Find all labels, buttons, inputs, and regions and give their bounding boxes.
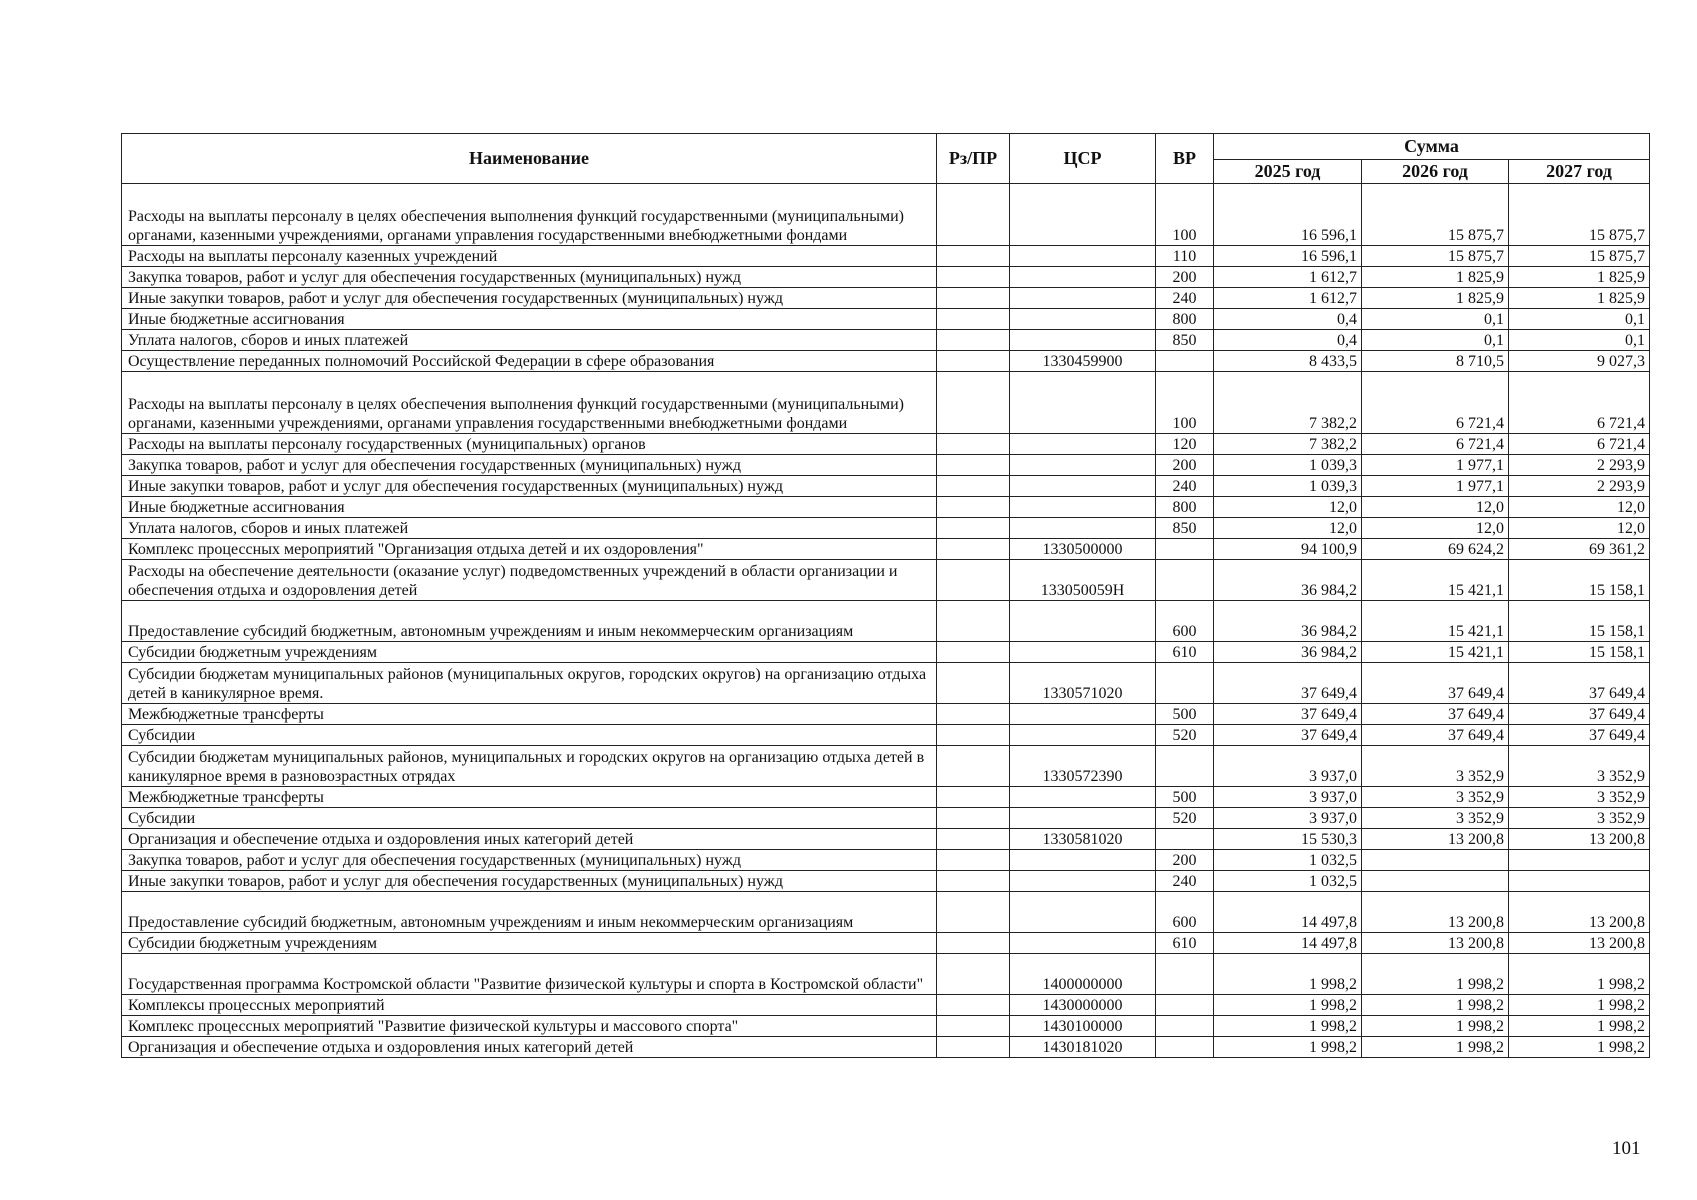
row-name: Расходы на выплаты персоналу государственных (муниципальных) органов	[122, 434, 937, 455]
row-csr	[1010, 704, 1156, 725]
table-row	[122, 246, 1650, 267]
table-row	[122, 518, 1650, 539]
row-value-2027: 15 158,1	[1509, 642, 1650, 663]
row-value-2026: 37 649,4	[1362, 704, 1509, 725]
row-value-2025: 16 596,1	[1214, 184, 1362, 246]
row-rzpr	[937, 434, 1010, 455]
row-value-2026: 0,1	[1362, 330, 1509, 351]
row-value-2026: 1 977,1	[1362, 476, 1509, 497]
page-number: 101	[1612, 1138, 1641, 1159]
row-value-2026: 13 200,8	[1362, 933, 1509, 954]
row-value-2025: 3 937,0	[1214, 787, 1362, 808]
row-value-2025: 1 032,5	[1214, 850, 1362, 871]
header-csr: ЦСР	[1010, 134, 1156, 184]
row-rzpr	[937, 746, 1010, 787]
row-value-2026: 13 200,8	[1362, 892, 1509, 933]
row-csr	[1010, 808, 1156, 829]
row-value-2027: 15 875,7	[1509, 246, 1650, 267]
row-value-2025: 1 032,5	[1214, 871, 1362, 892]
row-csr: 1330459900	[1010, 351, 1156, 372]
row-csr	[1010, 455, 1156, 476]
row-value-2027: 1 825,9	[1509, 267, 1650, 288]
row-rzpr	[937, 892, 1010, 933]
table-row	[122, 829, 1650, 850]
row-value-2027: 1 998,2	[1509, 1016, 1650, 1037]
row-rzpr	[937, 850, 1010, 871]
table-row	[122, 601, 1650, 642]
row-value-2026: 1 998,2	[1362, 1037, 1509, 1058]
row-vr	[1156, 539, 1214, 560]
row-csr: 1430100000	[1010, 1016, 1156, 1037]
row-vr: 240	[1156, 288, 1214, 309]
row-name: Субсидии	[122, 725, 937, 746]
row-rzpr	[937, 954, 1010, 995]
row-value-2026: 1 998,2	[1362, 1016, 1509, 1037]
row-value-2025: 7 382,2	[1214, 434, 1362, 455]
row-name: Организация и обеспечение отдыха и оздоровления иных категорий детей	[122, 829, 937, 850]
row-value-2027: 37 649,4	[1509, 663, 1650, 704]
row-value-2025: 94 100,9	[1214, 539, 1362, 560]
row-value-2026: 12,0	[1362, 518, 1509, 539]
row-rzpr	[937, 184, 1010, 246]
row-value-2026: 8 710,5	[1362, 351, 1509, 372]
row-value-2027: 15 158,1	[1509, 560, 1650, 601]
row-vr	[1156, 560, 1214, 601]
row-value-2027: 2 293,9	[1509, 476, 1650, 497]
row-name: Субсидии бюджетам муниципальных районов, муниципальных и городских округов на организацию отдыха детей в каникулярное время в разновозрастных отрядах	[122, 746, 937, 787]
row-name: Предоставление субсидий бюджетным, автономным учреждениям и иным некоммерческим организациям	[122, 601, 937, 642]
row-value-2025: 1 998,2	[1214, 1037, 1362, 1058]
row-rzpr	[937, 455, 1010, 476]
row-vr: 610	[1156, 933, 1214, 954]
row-value-2026: 69 624,2	[1362, 539, 1509, 560]
row-value-2025: 1 998,2	[1214, 995, 1362, 1016]
row-vr: 120	[1156, 434, 1214, 455]
header-year-2025: 2025 год	[1214, 160, 1362, 184]
row-vr: 100	[1156, 184, 1214, 246]
row-value-2026: 6 721,4	[1362, 372, 1509, 434]
row-value-2025: 1 612,7	[1214, 288, 1362, 309]
header-year-2026: 2026 год	[1362, 160, 1509, 184]
table-body	[122, 184, 1650, 1058]
row-csr	[1010, 288, 1156, 309]
row-rzpr	[937, 330, 1010, 351]
row-value-2026: 3 352,9	[1362, 808, 1509, 829]
row-rzpr	[937, 518, 1010, 539]
row-value-2026: 1 977,1	[1362, 455, 1509, 476]
table-row	[122, 746, 1650, 787]
row-value-2026: 1 998,2	[1362, 954, 1509, 995]
row-value-2027: 1 998,2	[1509, 995, 1650, 1016]
table-row	[122, 787, 1650, 808]
row-value-2026: 37 649,4	[1362, 725, 1509, 746]
row-csr: 1330500000	[1010, 539, 1156, 560]
header-vr: ВР	[1156, 134, 1214, 184]
row-csr	[1010, 725, 1156, 746]
row-value-2026: 3 352,9	[1362, 746, 1509, 787]
row-csr	[1010, 642, 1156, 663]
row-vr: 110	[1156, 246, 1214, 267]
header-sum: Сумма	[1214, 134, 1650, 160]
row-name: Расходы на обеспечение деятельности (оказание услуг) подведомственных учреждений в области организации и обеспечения отдыха и оздоровления детей	[122, 560, 937, 601]
row-name: Иные бюджетные ассигнования	[122, 309, 937, 330]
row-csr	[1010, 787, 1156, 808]
row-vr: 520	[1156, 808, 1214, 829]
table-header	[122, 134, 1650, 184]
row-value-2027: 1 825,9	[1509, 288, 1650, 309]
row-name: Иные закупки товаров, работ и услуг для обеспечения государственных (муниципальных) нужд	[122, 871, 937, 892]
table-row	[122, 1037, 1650, 1058]
row-rzpr	[937, 995, 1010, 1016]
row-value-2025: 36 984,2	[1214, 601, 1362, 642]
row-vr	[1156, 1037, 1214, 1058]
table-row	[122, 539, 1650, 560]
row-name: Уплата налогов, сборов и иных платежей	[122, 330, 937, 351]
table-row	[122, 309, 1650, 330]
header-name: Наименование	[122, 134, 937, 184]
row-value-2027: 13 200,8	[1509, 892, 1650, 933]
row-vr	[1156, 1016, 1214, 1037]
row-vr: 610	[1156, 642, 1214, 663]
row-rzpr	[937, 560, 1010, 601]
row-value-2027	[1509, 850, 1650, 871]
row-name: Закупка товаров, работ и услуг для обеспечения государственных (муниципальных) нужд	[122, 455, 937, 476]
row-rzpr	[937, 787, 1010, 808]
budget-table	[121, 133, 1650, 1058]
header-year-2027: 2027 год	[1509, 160, 1650, 184]
row-value-2026: 37 649,4	[1362, 663, 1509, 704]
row-csr	[1010, 184, 1156, 246]
row-value-2027: 13 200,8	[1509, 933, 1650, 954]
row-value-2027: 12,0	[1509, 518, 1650, 539]
row-csr	[1010, 434, 1156, 455]
row-value-2026: 15 421,1	[1362, 560, 1509, 601]
row-name: Иные бюджетные ассигнования	[122, 497, 937, 518]
row-value-2025: 12,0	[1214, 497, 1362, 518]
row-csr: 1430000000	[1010, 995, 1156, 1016]
table-row	[122, 892, 1650, 933]
row-vr	[1156, 746, 1214, 787]
table-row	[122, 267, 1650, 288]
row-rzpr	[937, 704, 1010, 725]
table-row	[122, 642, 1650, 663]
table-row	[122, 704, 1650, 725]
row-value-2026: 1 825,9	[1362, 267, 1509, 288]
row-vr	[1156, 829, 1214, 850]
row-name: Уплата налогов, сборов и иных платежей	[122, 518, 937, 539]
row-value-2027: 69 361,2	[1509, 539, 1650, 560]
row-csr	[1010, 518, 1156, 539]
row-value-2026	[1362, 871, 1509, 892]
row-name: Субсидии	[122, 808, 937, 829]
row-name: Осуществление переданных полномочий Российской Федерации в сфере образования	[122, 351, 937, 372]
row-csr: 133050059Н	[1010, 560, 1156, 601]
row-name: Межбюджетные трансферты	[122, 704, 937, 725]
row-rzpr	[937, 497, 1010, 518]
row-rzpr	[937, 372, 1010, 434]
table-row	[122, 808, 1650, 829]
row-value-2027: 6 721,4	[1509, 434, 1650, 455]
row-vr: 100	[1156, 372, 1214, 434]
table-row	[122, 351, 1650, 372]
row-value-2025: 8 433,5	[1214, 351, 1362, 372]
row-rzpr	[937, 288, 1010, 309]
table-row	[122, 288, 1650, 309]
row-name: Субсидии бюджетам муниципальных районов (муниципальных округов, городских округов) на организацию отдыха детей в каникулярное время.	[122, 663, 937, 704]
row-vr	[1156, 663, 1214, 704]
row-rzpr	[937, 663, 1010, 704]
row-name: Иные закупки товаров, работ и услуг для обеспечения государственных (муниципальных) нужд	[122, 288, 937, 309]
row-rzpr	[937, 808, 1010, 829]
row-value-2027: 3 352,9	[1509, 746, 1650, 787]
row-value-2026: 15 421,1	[1362, 601, 1509, 642]
row-value-2025: 14 497,8	[1214, 892, 1362, 933]
row-value-2027: 0,1	[1509, 330, 1650, 351]
row-value-2027: 1 998,2	[1509, 954, 1650, 995]
row-vr: 240	[1156, 476, 1214, 497]
row-vr: 240	[1156, 871, 1214, 892]
table-row	[122, 995, 1650, 1016]
row-csr	[1010, 933, 1156, 954]
row-vr	[1156, 995, 1214, 1016]
row-rzpr	[937, 309, 1010, 330]
row-rzpr	[937, 601, 1010, 642]
row-csr	[1010, 309, 1156, 330]
row-vr: 520	[1156, 725, 1214, 746]
row-name: Субсидии бюджетным учреждениям	[122, 933, 937, 954]
row-value-2027: 6 721,4	[1509, 372, 1650, 434]
row-value-2025: 1 998,2	[1214, 1016, 1362, 1037]
row-value-2025: 0,4	[1214, 309, 1362, 330]
row-name: Комплексы процессных мероприятий	[122, 995, 937, 1016]
table-row	[122, 330, 1650, 351]
row-value-2025: 14 497,8	[1214, 933, 1362, 954]
row-vr: 500	[1156, 704, 1214, 725]
row-value-2027: 3 352,9	[1509, 787, 1650, 808]
row-rzpr	[937, 539, 1010, 560]
row-vr: 800	[1156, 309, 1214, 330]
table-row	[122, 434, 1650, 455]
row-name: Субсидии бюджетным учреждениям	[122, 642, 937, 663]
row-value-2027: 37 649,4	[1509, 704, 1650, 725]
row-value-2027: 12,0	[1509, 497, 1650, 518]
row-csr: 1330572390	[1010, 746, 1156, 787]
row-csr	[1010, 267, 1156, 288]
row-value-2025: 3 937,0	[1214, 808, 1362, 829]
row-rzpr	[937, 933, 1010, 954]
row-name: Межбюджетные трансферты	[122, 787, 937, 808]
row-csr	[1010, 601, 1156, 642]
row-value-2025: 37 649,4	[1214, 704, 1362, 725]
row-name: Расходы на выплаты персоналу в целях обеспечения выполнения функций государственными (муниципальными) органами, казенными учреждениями, органами управления государственными внебюджетными фондами	[122, 184, 937, 246]
row-value-2025: 15 530,3	[1214, 829, 1362, 850]
row-csr: 1400000000	[1010, 954, 1156, 995]
row-value-2026: 15 875,7	[1362, 184, 1509, 246]
row-csr: 1430181020	[1010, 1037, 1156, 1058]
row-value-2025: 3 937,0	[1214, 746, 1362, 787]
row-vr: 200	[1156, 267, 1214, 288]
row-value-2027: 15 875,7	[1509, 184, 1650, 246]
row-vr: 850	[1156, 330, 1214, 351]
row-vr: 600	[1156, 601, 1214, 642]
row-vr	[1156, 351, 1214, 372]
row-value-2026: 13 200,8	[1362, 829, 1509, 850]
row-value-2025: 1 612,7	[1214, 267, 1362, 288]
row-value-2027	[1509, 871, 1650, 892]
row-rzpr	[937, 246, 1010, 267]
table-row	[122, 954, 1650, 995]
row-value-2025: 37 649,4	[1214, 725, 1362, 746]
row-rzpr	[937, 476, 1010, 497]
row-vr: 800	[1156, 497, 1214, 518]
row-name: Государственная программа Костромской области "Развитие физической культуры и спорта в Костромской области"	[122, 954, 937, 995]
row-value-2027: 13 200,8	[1509, 829, 1650, 850]
row-value-2027: 3 352,9	[1509, 808, 1650, 829]
row-vr: 600	[1156, 892, 1214, 933]
row-rzpr	[937, 829, 1010, 850]
row-value-2026	[1362, 850, 1509, 871]
row-name: Закупка товаров, работ и услуг для обеспечения государственных (муниципальных) нужд	[122, 267, 937, 288]
table-row	[122, 476, 1650, 497]
row-value-2026: 0,1	[1362, 309, 1509, 330]
row-value-2026: 3 352,9	[1362, 787, 1509, 808]
table-row	[122, 1016, 1650, 1037]
row-value-2026: 1 825,9	[1362, 288, 1509, 309]
row-value-2025: 1 998,2	[1214, 954, 1362, 995]
table-row	[122, 850, 1650, 871]
row-vr: 850	[1156, 518, 1214, 539]
row-vr: 200	[1156, 850, 1214, 871]
row-name: Расходы на выплаты персоналу в целях обеспечения выполнения функций государственными (муниципальными) органами, казенными учреждениями, органами управления государственными внебюджетными фондами	[122, 372, 937, 434]
row-value-2025: 12,0	[1214, 518, 1362, 539]
row-csr	[1010, 871, 1156, 892]
table-row	[122, 560, 1650, 601]
row-name: Комплекс процессных мероприятий "Развитие физической культуры и массового спорта"	[122, 1016, 937, 1037]
row-value-2025: 36 984,2	[1214, 642, 1362, 663]
row-value-2026: 6 721,4	[1362, 434, 1509, 455]
row-csr	[1010, 850, 1156, 871]
table-row	[122, 372, 1650, 434]
row-value-2025: 1 039,3	[1214, 455, 1362, 476]
row-value-2027: 37 649,4	[1509, 725, 1650, 746]
row-value-2025: 0,4	[1214, 330, 1362, 351]
table-row	[122, 871, 1650, 892]
row-value-2027: 0,1	[1509, 309, 1650, 330]
row-csr	[1010, 372, 1156, 434]
row-value-2026: 1 998,2	[1362, 995, 1509, 1016]
header-rzpr: Рз/ПР	[937, 134, 1010, 184]
row-csr: 1330571020	[1010, 663, 1156, 704]
row-value-2025: 36 984,2	[1214, 560, 1362, 601]
row-value-2025: 7 382,2	[1214, 372, 1362, 434]
row-vr	[1156, 954, 1214, 995]
row-vr: 500	[1156, 787, 1214, 808]
row-name: Организация и обеспечение отдыха и оздоровления иных категорий детей	[122, 1037, 937, 1058]
row-value-2025: 1 039,3	[1214, 476, 1362, 497]
row-value-2026: 15 875,7	[1362, 246, 1509, 267]
row-value-2027: 9 027,3	[1509, 351, 1650, 372]
row-rzpr	[937, 351, 1010, 372]
table-row	[122, 455, 1650, 476]
row-name: Расходы на выплаты персоналу казенных учреждений	[122, 246, 937, 267]
row-csr	[1010, 892, 1156, 933]
row-value-2026: 15 421,1	[1362, 642, 1509, 663]
row-csr	[1010, 330, 1156, 351]
row-value-2025: 16 596,1	[1214, 246, 1362, 267]
row-csr: 1330581020	[1010, 829, 1156, 850]
row-value-2026: 12,0	[1362, 497, 1509, 518]
row-name: Закупка товаров, работ и услуг для обеспечения государственных (муниципальных) нужд	[122, 850, 937, 871]
row-value-2027: 15 158,1	[1509, 601, 1650, 642]
row-rzpr	[937, 725, 1010, 746]
row-rzpr	[937, 267, 1010, 288]
row-rzpr	[937, 1016, 1010, 1037]
row-name: Предоставление субсидий бюджетным, автономным учреждениям и иным некоммерческим организациям	[122, 892, 937, 933]
row-name: Комплекс процессных мероприятий "Организация отдыха детей и их оздоровления"	[122, 539, 937, 560]
row-rzpr	[937, 871, 1010, 892]
row-csr	[1010, 246, 1156, 267]
row-rzpr	[937, 642, 1010, 663]
row-value-2025: 37 649,4	[1214, 663, 1362, 704]
table-row	[122, 497, 1650, 518]
row-csr	[1010, 497, 1156, 518]
table-row	[122, 933, 1650, 954]
row-value-2027: 2 293,9	[1509, 455, 1650, 476]
table-row	[122, 184, 1650, 246]
row-rzpr	[937, 1037, 1010, 1058]
row-vr: 200	[1156, 455, 1214, 476]
table-row	[122, 663, 1650, 704]
table-row	[122, 725, 1650, 746]
row-name: Иные закупки товаров, работ и услуг для обеспечения государственных (муниципальных) нужд	[122, 476, 937, 497]
row-value-2027: 1 998,2	[1509, 1037, 1650, 1058]
row-csr	[1010, 476, 1156, 497]
